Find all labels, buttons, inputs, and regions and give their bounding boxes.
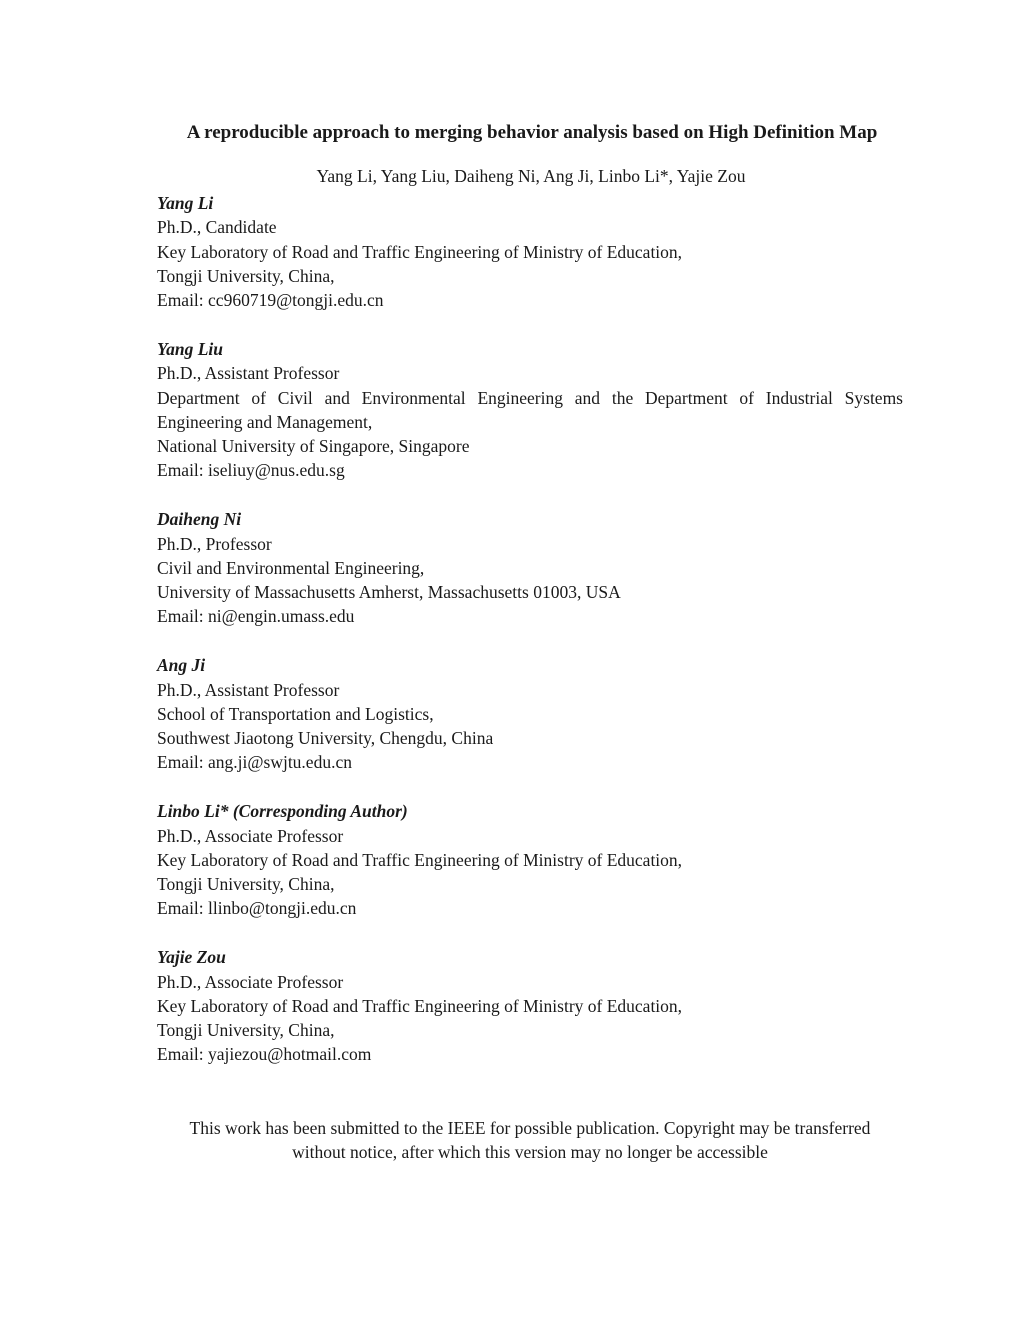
author-affiliation: Key Laboratory of Road and Traffic Engineering of Ministry of Education, <box>157 241 683 262</box>
author-block-linbo-li <box>157 799 903 920</box>
author-email: Email: cc960719@tongji.edu.cn <box>157 290 384 311</box>
author-block-yang-liu <box>157 337 903 483</box>
author-affiliation: Southwest Jiaotong University, Chengdu, China <box>157 728 494 749</box>
copyright-notice-line: without notice, after which this version may no longer be accessible <box>292 1142 768 1163</box>
author-name: Yajie Zou <box>157 947 226 968</box>
author-position: Ph.D., Associate Professor <box>157 825 344 846</box>
author-email: Email: iseliuy@nus.edu.sg <box>157 460 345 481</box>
author-position: Ph.D., Assistant Professor <box>157 363 340 384</box>
author-affiliation: Engineering and Management, <box>157 411 373 432</box>
author-email: Email: llinbo@tongji.edu.cn <box>157 898 357 919</box>
author-affiliation: Tongji University, China, <box>157 265 335 286</box>
author-name: Ang Ji <box>157 655 206 676</box>
author-affiliation: University of Massachusetts Amherst, Massachusetts 01003, USA <box>157 582 621 603</box>
author-affiliation: Department of Civil and Environmental Engineering and the Department of Industrial Systems <box>157 387 903 408</box>
author-affiliation: Tongji University, China, <box>157 1020 335 1041</box>
author-line: Yang Li, Yang Liu, Daiheng Ni, Ang Ji, Linbo Li*, Yajie Zou <box>316 166 746 186</box>
author-block-ang-ji <box>157 653 903 774</box>
author-email: Email: ni@engin.umass.edu <box>157 606 355 627</box>
author-name: Linbo Li* (Corresponding Author) <box>157 801 408 822</box>
author-name: Yang Liu <box>157 338 223 359</box>
author-name: Daiheng Ni <box>157 509 242 530</box>
author-position: Ph.D., Candidate <box>157 217 277 238</box>
paper-title: A reproducible approach to merging behavior analysis based on High Definition Map <box>186 122 878 143</box>
copyright-notice <box>0 1116 1024 1165</box>
author-block-yajie-zou <box>157 945 903 1066</box>
author-name: Yang Li <box>157 193 214 213</box>
author-position: Ph.D., Professor <box>157 533 272 554</box>
author-block-daiheng-ni <box>157 507 903 628</box>
author-email: Email: ang.ji@swjtu.edu.cn <box>157 752 352 773</box>
author-affiliation: School of Transportation and Logistics, <box>157 703 434 724</box>
author-affiliation: Tongji University, China, <box>157 874 335 895</box>
author-position: Ph.D., Assistant Professor <box>157 679 340 700</box>
author-affiliation: National University of Singapore, Singapore <box>157 436 470 457</box>
author-email: Email: yajiezou@hotmail.com <box>157 1044 372 1065</box>
author-affiliation: Civil and Environmental Engineering, <box>157 557 425 578</box>
author-list <box>157 191 903 1091</box>
author-affiliation: Key Laboratory of Road and Traffic Engineering of Ministry of Education, <box>157 849 683 870</box>
copyright-notice-line: This work has been submitted to the IEEE for possible publication. Copyright may be transferred <box>189 1118 871 1138</box>
author-position: Ph.D., Associate Professor <box>157 971 344 992</box>
author-affiliation: Key Laboratory of Road and Traffic Engineering of Ministry of Education, <box>157 995 683 1016</box>
author-block-yang-li <box>157 191 903 312</box>
